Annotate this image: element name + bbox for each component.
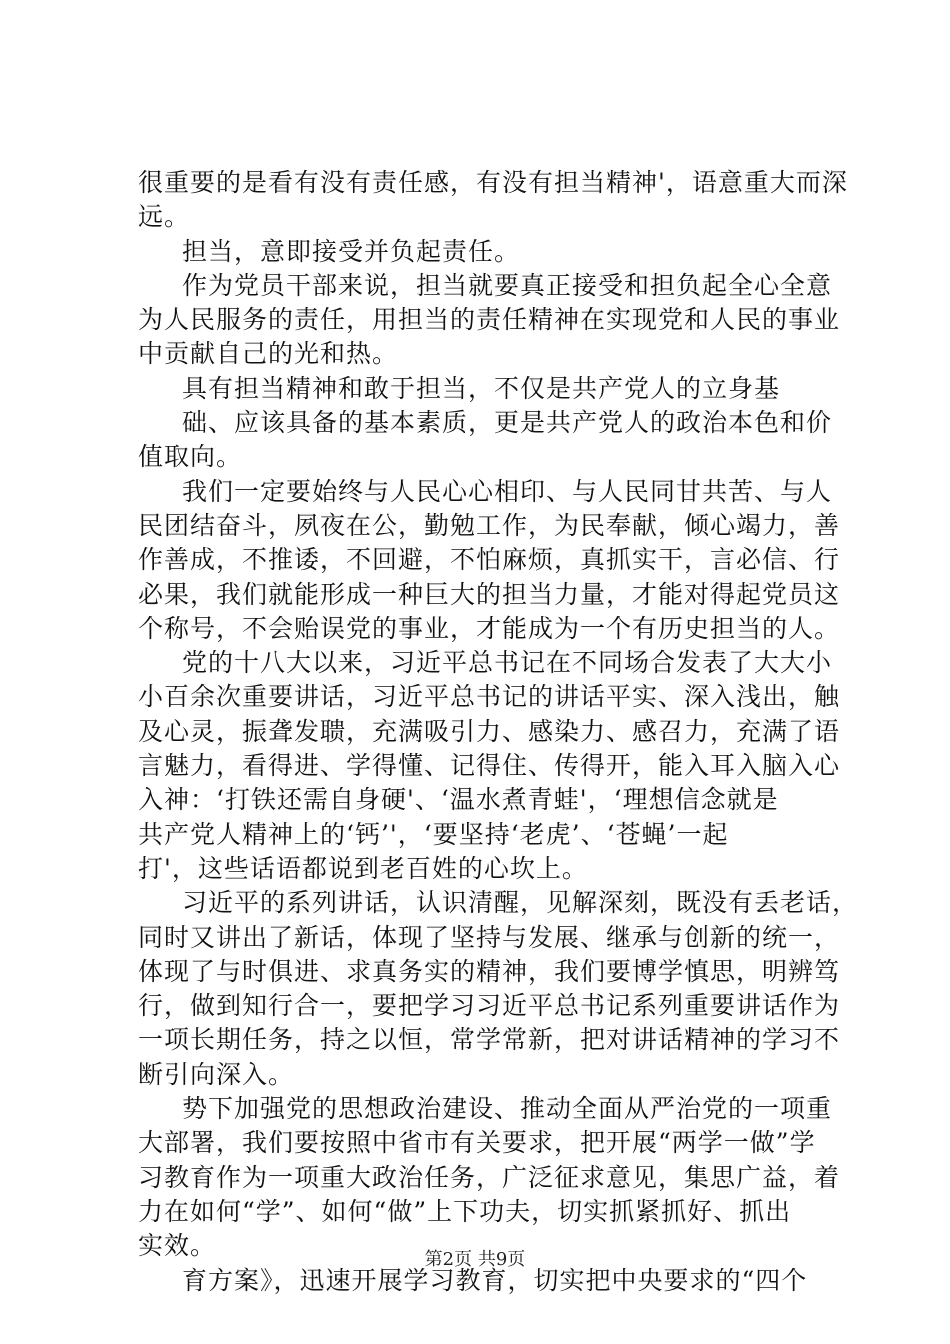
text-line: 作为党员干部来说，担当就要真正接受和担负起全心全意 [182,270,833,300]
text-line: 值取向。 [138,442,243,472]
text-line: 实效。 [138,1231,217,1261]
text-line: 党的十八大以来，习近平总书记在不同场合发表了大大小 [182,648,833,678]
text-line: 个称号，不会贻误党的事业，才能成为一个有历史担当的人。 [138,613,841,643]
text-line: 体现了与时俱进、求真务实的精神，我们要博学慎思，明辨笃 [138,956,841,986]
text-line: 行，做到知行合一，要把学习习近平总书记系列重要讲话作为 [138,991,841,1021]
text-line: 础、应该具备的基本素质，更是共产党人的政治本色和价 [182,408,833,438]
text-line: 同时又讲出了新话，体现了坚持与发展、继承与创新的统一， [138,922,841,952]
text-line: 我们一定要始终与人民心心相印、与人民同甘共苦、与人 [182,476,833,506]
text-line: 大部署，我们要按照中省市有关要求，把开展“两学一做”学 [138,1128,816,1158]
text-line: 言魅力，看得进、学得懂、记得住、传得开，能入耳入脑入心 [138,751,841,781]
text-line: 断引向深入。 [138,1059,295,1089]
text-line: 习教育作为一项重大政治任务，广泛征求意见，集思广益，着 [138,1162,841,1192]
text-line: 力在如何“学”、如何“做”上下功夫，切实抓紧抓好、抓出 [138,1196,792,1226]
text-line: 中贡献自己的光和热。 [138,339,399,369]
text-line: 远。 [138,202,191,232]
text-line: 担当，意即接受并负起责任。 [182,236,521,266]
text-line: 小百余次重要讲话，习近平总书记的讲话平实、深入浅出，触 [138,682,841,712]
text-line: 必果，我们就能形成一种巨大的担当力量，才能对得起党员这 [138,579,841,609]
text-line: 具有担当精神和敢于担当，不仅是共产党人的立身基 [182,373,781,403]
text-line: 很重要的是看有没有责任感，有没有担当精神'，语意重大而深 [138,168,848,197]
text-line: 习近平的系列讲话，认识清醒，见解深刻，既没有丢老话， [182,888,859,918]
text-line: 一项长期任务，持之以恒，常学常新，把对讲话精神的学习不 [138,1025,841,1055]
text-line: 民团结奋斗，夙夜在公，勤勉工作，为民奉献，倾心竭力，善 [138,510,841,540]
text-line: 为人民服务的责任，用担当的责任精神在实现党和人民的事业 [138,305,841,335]
text-line: 入神：‘打铁还需自身硬'、‘温水煮青蛙'，‘理想信念就是 [138,785,779,815]
text-line: 打'，这些话语都说到老百姓的心坎上。 [138,853,588,883]
text-line: 作善成，不推诿，不回避，不怕麻烦，真抓实干，言必信、行 [138,545,841,575]
document-body [138,166,859,1298]
text-line: 育方案》，迅速开展学习教育，切实把中央要求的“四个 [182,1265,808,1295]
text-line: 势下加强党的思想政治建设、推动全面从严治党的一项重 [182,1094,833,1124]
text-line: 共产党人精神上的‘钙’'，‘要坚持‘老虎’、‘苍蝇’一起 [138,819,729,849]
page-footer: 第2页 共9页 [424,1249,526,1270]
text-line: 及心灵，振聋发聩，充满吸引力、感染力、感召力，充满了语 [138,716,841,746]
